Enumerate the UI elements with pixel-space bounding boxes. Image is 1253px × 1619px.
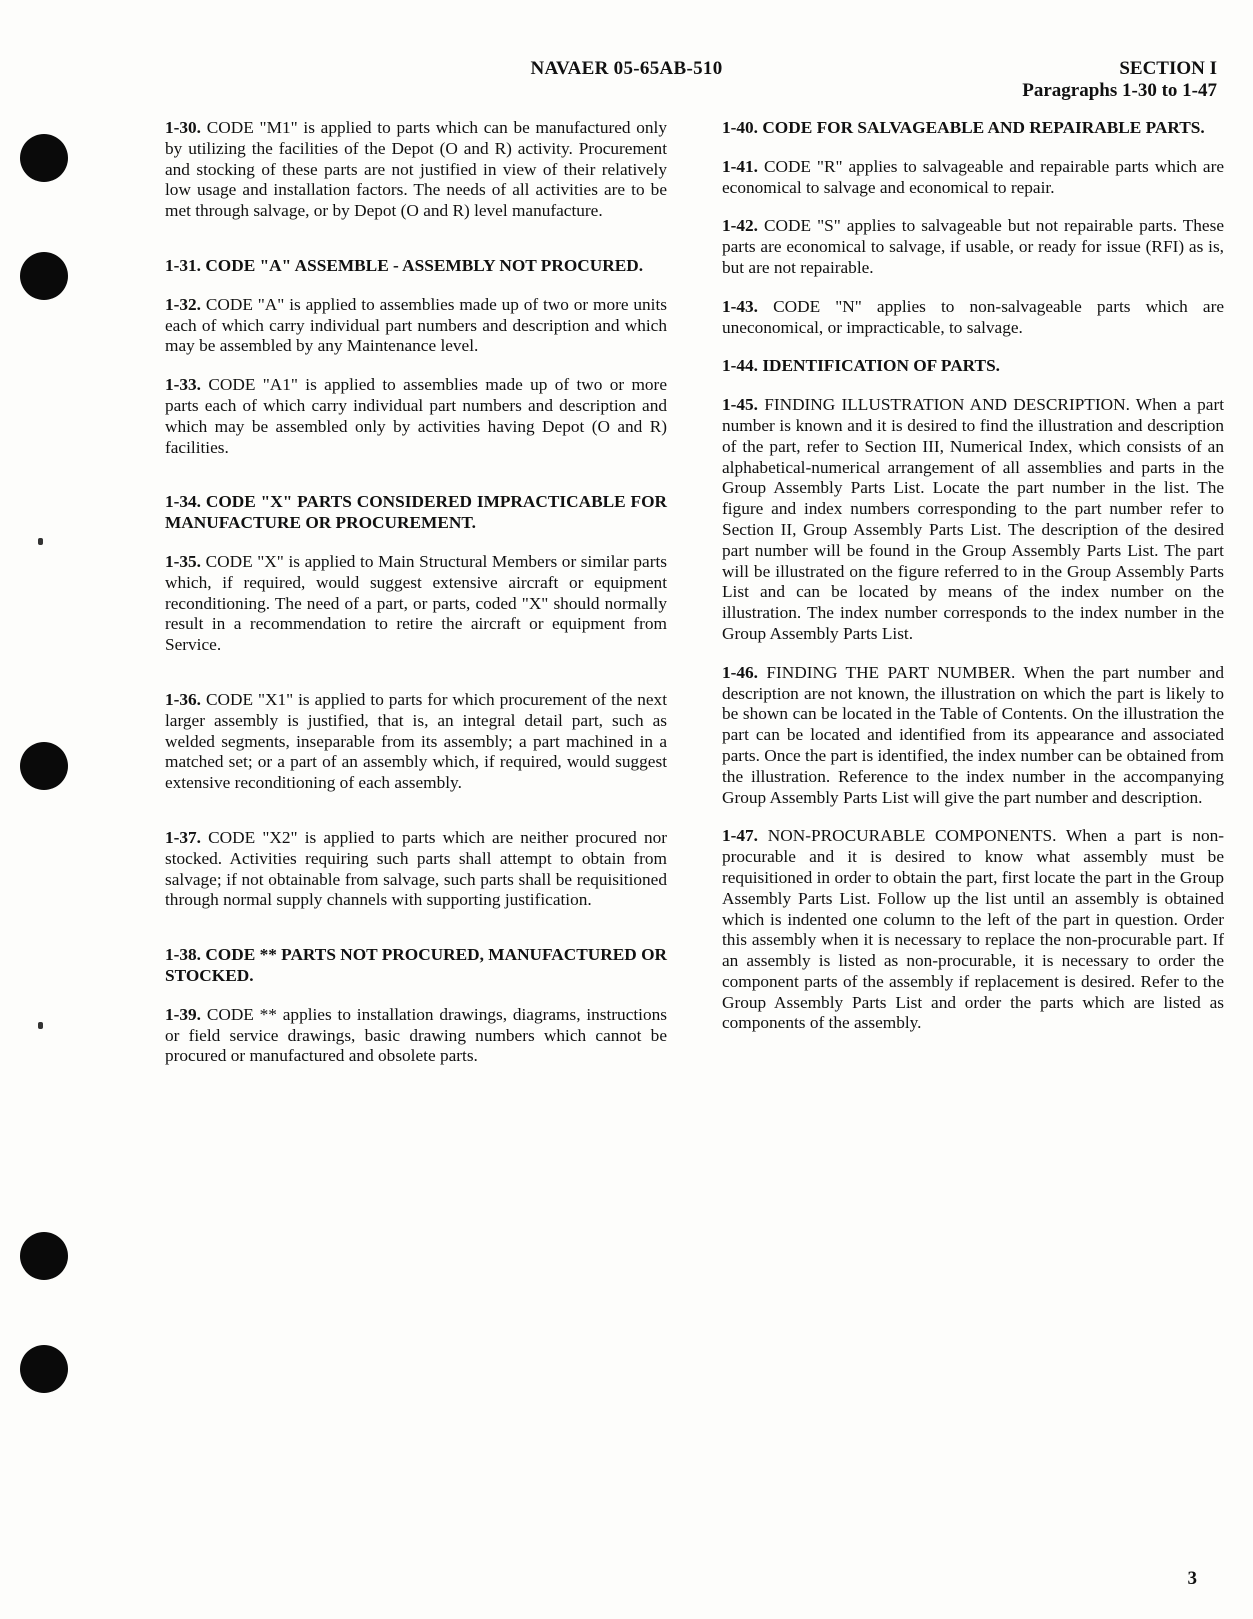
binder-hole xyxy=(20,1232,68,1280)
heading-1-40: 1-40. CODE FOR SALVAGEABLE AND REPAIRABLE PARTS. xyxy=(722,118,1205,137)
left-column xyxy=(165,118,667,1085)
heading-1-31: 1-31. CODE "A" ASSEMBLE - ASSEMBLY NOT PROCURED. xyxy=(165,255,644,275)
section-header xyxy=(1022,58,1217,102)
scan-speck xyxy=(38,1022,43,1029)
paragraph-1-33: 1-33. CODE "A1" is applied to assemblies made up of two or more parts each of which carry individual part numbers and description and which may be assembled only by activities having Depot (O and R) facilities. xyxy=(165,375,667,457)
scan-speck xyxy=(38,538,43,545)
binder-hole xyxy=(20,134,68,182)
paragraph-1-30: 1-30. CODE "M1" is applied to parts which can be manufactured only by utilizing the facilities of the Depot (O and R) activity. Procurement and stocking of these parts are not justified in view of their relatively low usage and installation factors. The needs of all activities are to be met through salvage, or by Depot (O and R) level manufacture. xyxy=(165,118,667,221)
paragraph-1-37: 1-37. CODE "X2" is applied to parts which are neither procured nor stocked. Activities requiring such parts shall attempt to obtain from salvage; if not obtainable from salvage, such parts shall be requisitioned through normal supply channels with supporting justification. xyxy=(165,827,667,910)
page-number: 3 xyxy=(1187,1568,1197,1589)
heading-1-34: 1-34. CODE "X" PARTS CONSIDERED IMPRACTICABLE FOR MANUFACTURE OR PROCUREMENT. xyxy=(165,492,667,533)
paragraph-1-35: 1-35. CODE "X" is applied to Main Structural Members or similar parts which, if required, would suggest extensive aircraft or equipment reconditioning. The need of a part, or parts, coded "X" should normally result in a recommendation to retire the aircraft or equipment from Service. xyxy=(165,551,667,655)
paragraph-1-42: 1-42. CODE "S" applies to salvageable but not repairable parts. These parts are economical to salvage, if usable, or ready for issue (RFI) as is, but are not repairable. xyxy=(722,216,1224,277)
heading-1-44: 1-44. IDENTIFICATION OF PARTS. xyxy=(722,356,1001,376)
paragraph-1-36: 1-36. CODE "X1" is applied to parts for which procurement of the next larger assembly is justified, that is, an integral detail part, such as welded segments, inseparable from its assembly; a part machined in a matched set; or a part of an assembly which, if required, would suggest extensive reconditioning of each assembly. xyxy=(165,689,667,793)
paragraph-1-32: 1-32. CODE "A" is applied to assemblies made up of two or more units each of which carry individual part numbers and description and which may be assembled by any Maintenance level. xyxy=(165,294,667,356)
paragraph-1-47: 1-47. NON-PROCURABLE COMPONENTS. When a part is non-procurable and it is desired to know what assembly must be requisitioned in order to obtain the part, first locate the part in the Group Assembly Parts List. Follow up the list until an assembly is obtained which is indented one column to the left of the part in question. Order this assembly when it is necessary to replace the non-procurable part. If an assembly is listed as non-procurable, it is necessary to order the component parts of the assembly if replacement is desired. Refer to the Group Assembly Parts List and order the parts which are listed as components of the assembly. xyxy=(722,826,1225,1033)
paragraph-range: Paragraphs 1-30 to 1-47 xyxy=(1022,80,1217,101)
heading-1-38: 1-38. CODE ** PARTS NOT PROCURED, MANUFACTURED OR STOCKED. xyxy=(165,945,668,985)
paragraph-1-45: 1-45. FINDING ILLUSTRATION AND DESCRIPTION. When a part number is known and it is desired to find the illustration and description of the part, refer to Section III, Numerical Index, which consists of an alphabetical-numerical arrangement of all assemblies and parts in the Group Assembly Parts List. Locate the part number in the list. The figure and index numbers corresponding to the part number refer to Section II, Group Assembly Parts List. The description of the desired part number will be found in the Group Assembly Parts List. The part will be illustrated on the figure referred to in the Group Assembly Parts List and can be located by means of the index number on the illustration. The index number corresponds to the index number in the Group Assembly Parts List. xyxy=(722,395,1225,643)
paragraph-1-41: 1-41. CODE "R" applies to salvageable and repairable parts which are economical to salvage and economical to repair. xyxy=(722,156,1224,197)
paragraph-1-43: 1-43. CODE "N" applies to non-salvageable parts which are uneconomical, or impracticable, to salvage. xyxy=(722,296,1224,337)
doc-number: NAVAER 05-65AB-510 xyxy=(530,58,723,79)
binder-hole xyxy=(20,252,68,300)
right-column xyxy=(722,118,1224,1052)
binder-hole xyxy=(20,742,68,790)
paragraph-1-39: 1-39. CODE ** applies to installation drawings, diagrams, instructions or field service drawings, basic drawing numbers which cannot be procured or manufactured and obsolete parts. xyxy=(165,1004,667,1066)
section-label: SECTION I xyxy=(1119,58,1217,79)
paragraph-1-46: 1-46. FINDING THE PART NUMBER. When the part number and description are not known, the illustration on which the part is likely to be shown can be located in the Table of Contents. On the illustration the part can be located and identified from its appearance and associated parts. Once the part is identified, the index number can be obtained from the illustration. Reference to the index number in the accompanying Group Assembly Parts List will give the part number and description. xyxy=(722,662,1224,807)
binder-hole xyxy=(20,1345,68,1393)
